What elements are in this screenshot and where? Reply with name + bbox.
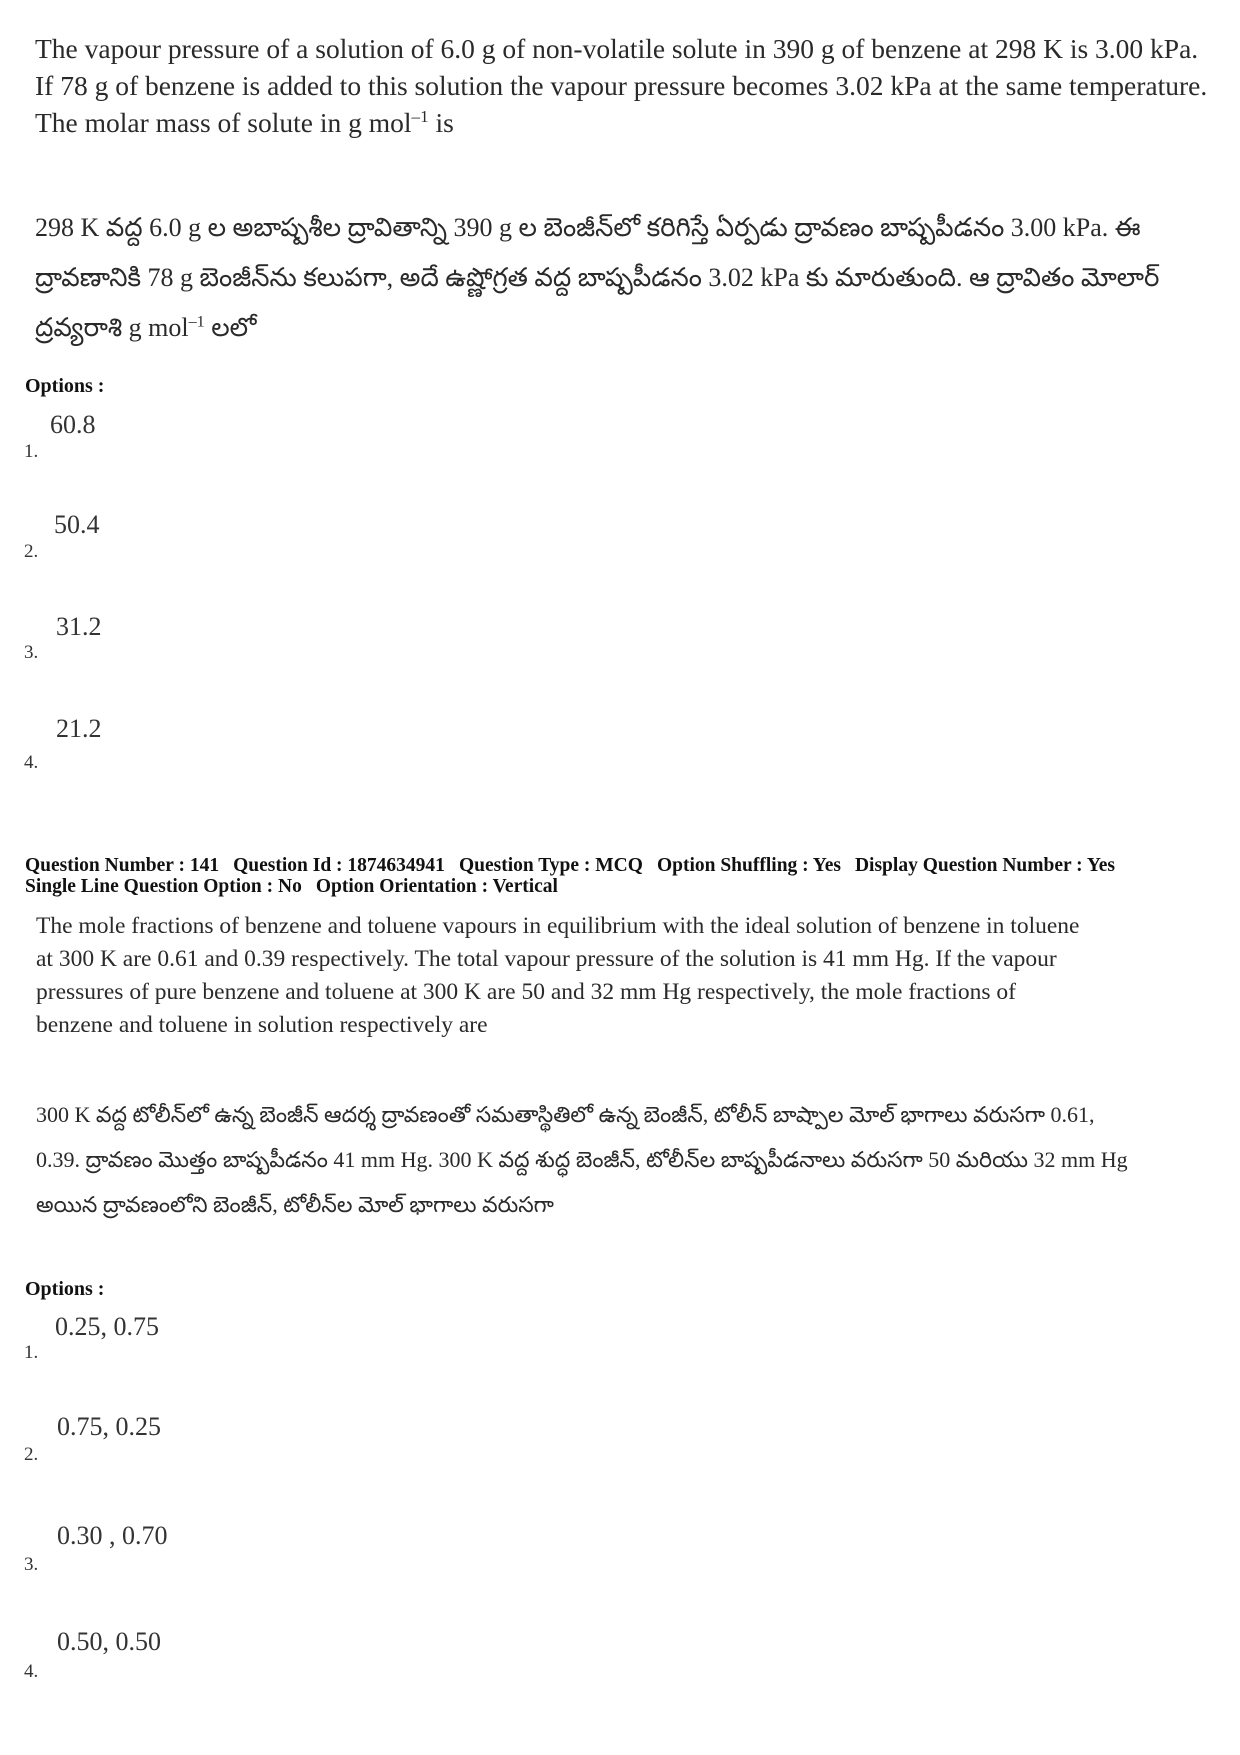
question-number: Question Number : 141 — [25, 855, 220, 876]
option-140-2-number: 2. — [24, 541, 39, 562]
option-shuffling: Option Shuffling : Yes — [656, 855, 841, 876]
option-140-4-value[interactable]: 21.2 — [56, 714, 102, 743]
option-140-4-number: 4. — [24, 752, 39, 773]
option-141-3-number: 3. — [24, 1554, 39, 1575]
question-id: Question Id : 1874634941 — [233, 855, 445, 876]
option-141-3-value[interactable]: 0.30 , 0.70 — [57, 1521, 168, 1550]
option-140-3-number: 3. — [24, 642, 39, 663]
option-140-3-value[interactable]: 31.2 — [56, 612, 102, 641]
option-141-2-value[interactable]: 0.75, 0.25 — [57, 1412, 161, 1441]
question-140-telugu: 298 K వద్ద 6.0 g ల అబాష్పశీల ద్రావితాన్ని 390 g ల బెంజీన్‌లో కరిగిస్తే ఏర్పడు ద్రావణం బాష్పపీడనం 3.00 kPa. ఈ ద్రావణానికి 78 g బెంజీన్‌ను కలుపగా, అదే ఉష్ణోగ్రత వద్ద బాష్పపీడనం 3.02 kPa కు మారుతుంది. ఆ ద్రావితం మోలార్ ద్రవ్యరాశి g mol$^{-1}$ లలో — [35, 213, 1160, 342]
option-140-2-value[interactable]: 50.4 — [54, 510, 100, 539]
question-141-telugu: 300 K వద్ద టోలీన్‌లో ఉన్న బెంజీన్ ఆదర్శ ద్రావణంతో సమతాస్థితిలో ఉన్న బెంజీన్, టోలీన్ బాష్పాల మోల్ భాగాలు వరుసగా 0.61, 0.39. ద్రావణం మొత్తం బాష్పపీడనం 41 mm Hg. 300 K వద్ద శుద్ధ బెంజీన్, టోలీన్‌ల బాష్పపీడనాలు వరుసగా 50 మరియు 32 mm Hg అయిన ద్రావణంలోని బెంజీన్, టోలీన్‌ల మోల్ భాగాలు వరుసగా — [36, 1102, 1128, 1217]
options-label-140: Options : — [25, 375, 105, 397]
question-141-english: The mole fractions of benzene and toluene vapours in equilibrium with the ideal solution of benzene in toluene at 300 K are 0.61 and 0.39 respectively. The total vapour pressure of the solution is 41 mm Hg. If the vapour pressures of pure benzene and toluene at 300 K are 50 and 32 mm Hg respectively, the mole fractions of benzene and toluene in solution respectively are — [36, 913, 1080, 1038]
question-140-english: The vapour pressure of a solution of 6.0 g of non-volatile solute in 390 g of benzene at 298 K is 3.00 kPa. If 78 g of benzene is added to this solution the vapour pressure becomes 3.02 kPa at the same temperature. The molar mass of solute in g mol$^{-1}$ is — [35, 33, 1208, 138]
single-line-option: Single Line Question Option : No — [25, 876, 302, 897]
option-141-2-number: 2. — [24, 1444, 39, 1465]
display-question-number: Display Question Number : Yes — [854, 855, 1115, 876]
option-140-1-value[interactable]: 60.8 — [50, 410, 96, 439]
option-140-1-number: 1. — [24, 441, 39, 462]
option-141-1-number: 1. — [24, 1342, 39, 1363]
question-type: Question Type : MCQ — [458, 855, 643, 876]
options-label-141: Options : — [25, 1278, 105, 1300]
option-orientation: Option Orientation : Vertical — [315, 876, 558, 897]
option-141-4-number: 4. — [24, 1661, 39, 1682]
option-141-4-value[interactable]: 0.50, 0.50 — [57, 1627, 161, 1656]
question-141-meta — [25, 855, 1225, 897]
option-141-1-value[interactable]: 0.25, 0.75 — [55, 1312, 159, 1341]
